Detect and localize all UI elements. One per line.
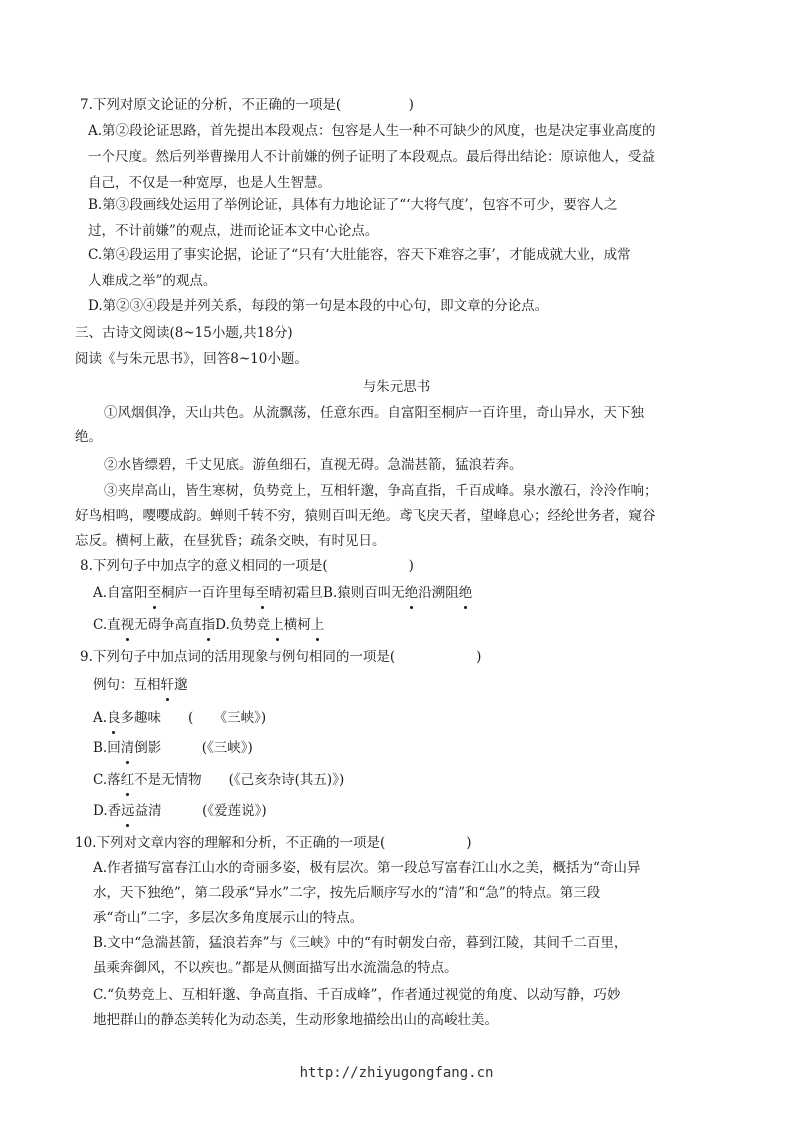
q8-ab-text-2: 桐庐一百许里每 xyxy=(161,585,256,601)
q10-option-b-line-2: 虽乘奔御风，不以疾也。”都是从侧面描写出水流湍急的特点。 xyxy=(93,960,458,976)
q9-example xyxy=(93,672,188,698)
passage-p2-line-1: ②水皆缥碧，千丈见底。游鱼细石，直视无碍。急湍甚箭，猛浪若奔。 xyxy=(104,457,523,473)
q9-example-dotted-char: 轩 xyxy=(161,672,175,698)
q8-cd-text-4: 横柯 xyxy=(283,617,311,633)
q10-option-b-line-1: B.文中“急湍甚箭，猛浪若奔”与《三峡》中的“有时朝发白帝，暮到江陵，其间千二百里， xyxy=(93,935,628,951)
q7-option-c-line-2: 人难成之举”的观点。 xyxy=(88,273,217,289)
q9-a-text: 多趣味 ( 《三峡》) xyxy=(120,710,267,726)
section-intro: 阅读《与朱元思书》，回答8~10小题。 xyxy=(75,351,308,367)
q9-d-dotted-char: 远 xyxy=(121,798,135,824)
footer-url: http://zhiyugongfang.cn xyxy=(299,1065,494,1081)
passage-p3-line-1: ③夹岸高山，皆生寒树，负势竞上，互相轩邈，争高直指，千百成峰。泉水激石，泠泠作响； xyxy=(104,483,658,499)
q8-ab-dotted-char-1: 至 xyxy=(148,580,162,606)
q8-cd-dotted-char-4: 上 xyxy=(311,612,325,638)
q9-option-a xyxy=(93,705,266,731)
q8-cd-text-1: C.直 xyxy=(93,617,121,633)
q9-b-label: B.回 xyxy=(93,740,121,756)
q8-cd-dotted-char-1: 视 xyxy=(121,612,135,638)
q9-option-b xyxy=(93,735,253,761)
q9-a-label: A. xyxy=(93,710,108,726)
q7-option-b-line-2: 过，不计前嫌”的观点，进而论证本文中心论点。 xyxy=(88,223,379,239)
q9-c-label: C.落 xyxy=(93,772,121,788)
q8-cd-text-2: 无碍争高直 xyxy=(134,617,202,633)
q8-options-cd xyxy=(93,612,324,638)
q9-b-dotted-char: 清 xyxy=(121,735,135,761)
passage-p1-line-2: 绝。 xyxy=(75,429,102,445)
passage-p3-line-2: 好鸟相鸣，嘤嘤成韵。蝉则千转不穷，猿则百叫无绝。鸢飞戾天者，望峰息心；经纶世务者，窥谷 xyxy=(75,508,656,524)
q7-option-d-line-1: D.第②③④段是并列关系，每段的第一句是本段的中心句，即文章的分论点。 xyxy=(88,298,549,314)
q9-c-text: 不是无情物 (《己亥杂诗(其五)》) xyxy=(134,772,345,788)
passage-title: 与朱元思书 xyxy=(362,379,431,395)
section-heading: 三、古诗文阅读(8~15小题,共18分) xyxy=(75,325,293,341)
passage-p1-line-1: ①风烟俱净，天山共色。从流飘荡，任意东西。自富阳至桐庐一百许里，奇山异水，天下独 xyxy=(104,405,644,421)
q9-example-text-end: 邈 xyxy=(174,677,188,693)
q7-option-b-line-1: B.第③段画线处运用了举例论证，具体有力地论证了“‘大将气度’，包容不可少，要容人之 xyxy=(88,197,618,213)
q8-ab-text-1: A.自富阳 xyxy=(93,585,148,601)
q9-b-text: 倒影 (《三峡》) xyxy=(134,740,253,756)
passage-p3-line-3: 忘反。横柯上蔽，在昼犹昏；疏条交映，有时见日。 xyxy=(75,533,386,549)
q8-cd-text-3: D.负势竞 xyxy=(215,617,271,633)
q7-option-a-line-2: 一个尺度。然后列举曹操用人不计前嫌的例子证明了本段观点。最后得出结论：原谅他人，受益 xyxy=(88,149,655,165)
q9-example-text: 例句：互相 xyxy=(93,677,161,693)
q9-d-label: D.香 xyxy=(93,803,122,819)
q10-stem: 10.下列对文章内容的理解和分析，不正确的一项是( ) xyxy=(75,835,472,851)
q9-option-d xyxy=(93,798,267,824)
q9-stem: 9.下列句子中加点词的活用现象与例句相同的一项是( ) xyxy=(80,649,482,665)
q9-c-dotted-char: 红 xyxy=(121,767,135,793)
q10-option-a-line-2: 水，天下独绝”，第二段承“异水”二字，按先后顺序写水的“清”和“急”的特点。第三段 xyxy=(93,885,601,901)
q9-option-c xyxy=(93,767,344,793)
q10-option-a-line-1: A.作者描写富春江山水的奇丽多姿，极有层次。第一段总写富春江山水之美，概括为“奇山异 xyxy=(93,860,641,876)
q8-ab-text-3: 晴初霜旦B.猿则百叫无 xyxy=(269,585,405,601)
q9-d-text: 益清 (《爱莲说》) xyxy=(134,803,267,819)
q7-option-c-line-1: C.第④段运用了事实论据，论证了“只有‘大肚能容，容天下难容之事’，才能成就大业，成常 xyxy=(88,247,631,263)
q8-ab-dotted-char-2: 至 xyxy=(256,580,270,606)
q10-option-a-line-3: 承“奇山”二字，多层次多角度展示山的特点。 xyxy=(93,910,364,926)
q7-stem: 7.下列对原文论证的分析，不正确的一项是( ) xyxy=(80,97,414,113)
q8-cd-dotted-char-2: 指 xyxy=(202,612,216,638)
q10-option-c-line-1: C.“负势竞上、互相轩邈、争高直指、千百成峰”，作者通过视觉的角度、以动写静，巧妙 xyxy=(93,987,621,1003)
q9-a-dotted-char: 良 xyxy=(107,705,121,731)
q10-option-c-line-2: 地把群山的静态美转化为动态美，生动形象地描绘出山的高峻壮美。 xyxy=(93,1012,498,1028)
q8-stem: 8.下列句子中加点字的意义相同的一项是( ) xyxy=(80,558,414,574)
q8-cd-dotted-char-3: 上 xyxy=(270,612,284,638)
q8-ab-text-4: 沿溯阻 xyxy=(418,585,459,601)
q8-ab-dotted-char-3: 绝 xyxy=(405,580,419,606)
q8-options-ab xyxy=(93,580,472,606)
q7-option-a-line-1: A.第②段论证思路，首先提出本段观点：包容是人生一种不可缺少的风度，也是决定事业高度的 xyxy=(88,123,656,139)
q7-option-a-line-3: 自己，不仅是一种宽厚，也是人生智慧。 xyxy=(88,175,331,191)
q8-ab-dotted-char-4: 绝 xyxy=(459,580,473,606)
